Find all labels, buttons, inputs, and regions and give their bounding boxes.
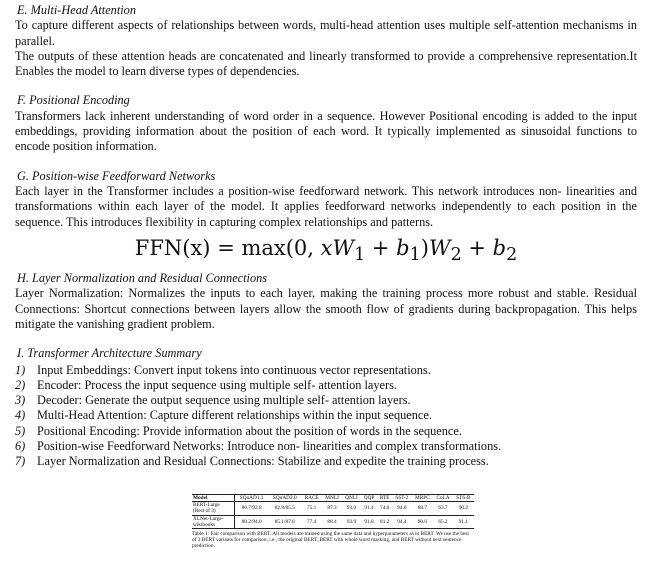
section-heading: H. Layer Normalization and Residual Connections [17, 271, 268, 286]
summary-item-number: 7) [15, 454, 26, 469]
table-cell: 74.0 [377, 502, 392, 515]
equation-lhs: FFN(x) [134, 235, 211, 260]
summary-item-number: 5) [15, 423, 26, 438]
table-header-cell: Model [192, 495, 234, 502]
comparison-table-block [192, 494, 474, 549]
summary-item-text: Decoder: Generate the output sequence using multiple self- attention layers. [37, 393, 411, 408]
table-cell: 77.4 [301, 515, 322, 528]
table-cell: 63.7 [433, 502, 453, 515]
table-cell: 82.8/85.5 [268, 502, 301, 515]
summary-item [15, 454, 637, 469]
summary-item [15, 439, 637, 454]
table-cell: 81.2 [377, 515, 392, 528]
summary-item [15, 408, 637, 423]
table-cell: 94.4 [392, 515, 411, 528]
equation-sub1b: 1 [409, 245, 421, 266]
table-body [192, 502, 474, 529]
table-cell: 90.0 [412, 515, 434, 528]
table-cell: 90.2 [453, 502, 474, 515]
section-heading: I. Transformer Architecture Summary [17, 346, 202, 361]
table-cell: 93.0 [342, 502, 361, 515]
table-cell: 75.1 [301, 502, 322, 515]
section-multi-head-attention [15, 3, 637, 79]
table-cell: 65.2 [433, 515, 453, 528]
section-feedforward-networks [15, 169, 637, 230]
table-cell: 91.8 [361, 515, 377, 528]
model-name: XLNet-Large- [193, 515, 224, 522]
table-cell: 91.1 [453, 515, 474, 528]
section-heading: G. Position-wise Feedforward Networks [17, 168, 216, 183]
table-header-cell: RACE [301, 495, 322, 502]
table-header-cell: CoLA [433, 495, 453, 502]
summary-item-number: 3) [15, 393, 26, 408]
summary-item-text: Position-wise Feedforward Networks: Introduce non- linearities and complex transformations. [37, 439, 502, 454]
summary-item-text: Input Embeddings: Convert input tokens into continuous vector representations. [37, 362, 431, 377]
table-row [192, 502, 474, 515]
summary-item-number: 6) [15, 439, 26, 454]
table-header-cell: SQuAD1.1 [234, 495, 268, 502]
paragraph: The outputs of these attention heads are concatenated and linearly transformed to provide a comprehensive representation.It Enables the model to learn diverse types of dependencies. [15, 48, 637, 79]
model-variant: (Best of 3) [193, 508, 216, 515]
equation-sub1: 1 [354, 245, 366, 266]
comparison-table [192, 494, 474, 529]
ffn-equation: FFN(x) = max(0, $xW_1 + b_1)W_2 + b_2$ [134, 235, 518, 266]
summary-list [15, 363, 637, 470]
table-row [192, 515, 474, 528]
table-cell: 94.0 [392, 502, 411, 515]
table-header-row [192, 495, 474, 502]
paragraph: To capture different aspects of relationships between words, multi-head attention uses multiple self-attention mechanisms in parallel. [15, 18, 637, 48]
table-cell: 88.7 [412, 502, 434, 515]
summary-item-number: 4) [15, 408, 26, 423]
model-variant: wikibooks [193, 521, 216, 528]
paragraph: Layer Normalization: Normalizes the inputs to each layer, making the training process more robust and stable. Residual Connections: Shortcut connections between layers allow the smooth flow of gradients during backpropagation. This helps mitigate the vanishing gradient problem. [15, 286, 637, 331]
equation-b2: b [492, 235, 507, 260]
equation-w2: W [428, 235, 451, 260]
equation-w1: W [332, 235, 355, 260]
table-header-cell: MNLI [322, 495, 342, 502]
equation-sub2: 2 [450, 245, 462, 266]
table-cell: 91.4 [361, 502, 377, 515]
summary-item [15, 393, 637, 408]
table-cell: 86.7/92.8 [234, 502, 268, 515]
equation-sub2b: 2 [506, 245, 518, 266]
summary-item-number: 2) [15, 377, 26, 392]
summary-item [15, 424, 637, 439]
section-layer-normalization [15, 271, 637, 332]
table-model-cell [192, 502, 234, 515]
summary-item-text: Multi-Head Attention: Capture different relationships within the input sequence. [37, 408, 432, 423]
paragraph: Each layer in the Transformer includes a position-wise feedforward network. This network introduces non- linearities and transformations within each layer of the model. It applies feedforward networks independently to each position in the sequence. This introduces flexibility in capturing complex relationships and patterns. [15, 183, 637, 229]
table-header-cell: RTE [377, 495, 392, 502]
table-cell: 87.3 [322, 502, 342, 515]
table-header-cell: STS-B [453, 495, 474, 502]
table-header-cell: MRPC [412, 495, 434, 502]
table-cell: 93.9 [342, 515, 361, 528]
table-caption: Table 1: Fair comparison with BERT. All models are trained using the same data and hyperparameters as in BERT. We use the best of 3 BERT variants for comparison; i.e., the original BERT, BERT with whole word masking, and BERT without next sentence prediction. [192, 531, 469, 550]
summary-item [15, 363, 637, 378]
paper-page [15, 3, 637, 470]
summary-item-text: Encoder: Process the input sequence using multiple self- attention layers. [37, 377, 397, 392]
section-architecture-summary [15, 346, 637, 469]
section-heading: F. Positional Encoding [17, 93, 130, 108]
summary-item [15, 378, 637, 393]
paragraph: Transformers lack inherent understanding of word order in a sequence. However Positional encoding is added to the input embeddings, providing information about the position of each word. It typically implemented as sinusoidal functions to encode position information. [15, 108, 637, 154]
table-header-cell: QNLI [342, 495, 361, 502]
table-header-cell: QQP [361, 495, 377, 502]
summary-item-number: 1) [15, 362, 26, 377]
table-header-cell: SQuAD2.0 [268, 495, 301, 502]
summary-item-text: Layer Normalization and Residual Connections: Stabilize and expedite the training process. [37, 454, 489, 469]
table-model-cell [192, 515, 234, 528]
section-positional-encoding [15, 93, 637, 154]
equation-b1: b [396, 235, 410, 260]
table-cell: 85.1/87.8 [268, 515, 301, 528]
table-cell: 88.4 [322, 515, 342, 528]
section-heading: E. Multi-Head Attention [17, 3, 136, 17]
model-name: BERT-Large [193, 502, 220, 509]
table-cell: 88.2/94.0 [234, 515, 268, 528]
table-header-cell: SST-2 [392, 495, 411, 502]
equation-rhs-prefix: = max(0, [217, 235, 321, 260]
summary-item-text: Positional Encoding: Provide information about the position of words in the sequence. [37, 423, 462, 438]
equation-x: x [320, 235, 333, 260]
